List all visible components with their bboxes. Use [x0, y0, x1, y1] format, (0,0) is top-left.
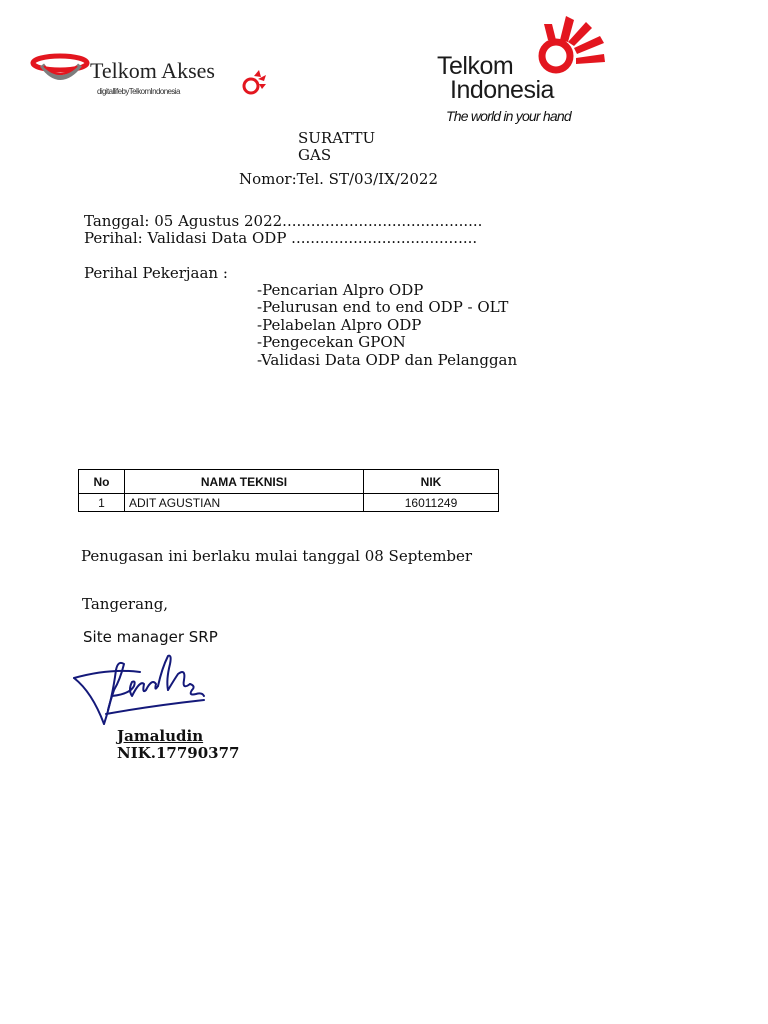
work-item: -Validasi Data ODP dan Pelanggan: [257, 350, 518, 369]
letter-title-text: SURATTU GAS: [298, 129, 376, 164]
technician-table: [78, 469, 499, 512]
handwritten-signature: [70, 650, 210, 730]
table-row: [79, 494, 499, 512]
cell-no: 1: [79, 494, 125, 512]
work-heading: Perihal Pekerjaan :: [84, 264, 228, 282]
telkom-indonesia-tagline: The world in your hand: [446, 108, 571, 124]
signer-role: Site manager SRP: [83, 628, 218, 646]
telkom-indonesia-name-line2: Indonesia: [450, 76, 554, 104]
subject-line: Perihal: Validasi Data ODP .......................................: [84, 229, 478, 247]
date-line: Tanggal: 05 Agustus 2022..........................................: [84, 212, 483, 230]
letter-number: Nomor:Tel. ST/03/IX/2022: [239, 170, 438, 188]
header-no: No: [79, 470, 125, 494]
work-item: -Pelabelan Alpro ODP: [257, 315, 422, 334]
telkom-akses-name: Telkom Akses: [90, 58, 215, 83]
cell-nik: 16011249: [364, 494, 499, 512]
header-name: NAMA TEKNISI: [125, 470, 364, 494]
work-item: -Pencarian Alpro ODP: [257, 281, 424, 299]
validity-statement: Penugasan ini berlaku mulai tanggal 08 September: [81, 547, 473, 565]
table-header-row: [79, 470, 499, 494]
work-item: -Pelurusan end to end ODP - OLT: [257, 298, 509, 317]
telkom-indonesia-name-line1: Telkom: [437, 52, 514, 80]
cell-name: ADIT AGUSTIAN: [125, 494, 364, 512]
signer-nik: NIK.17790377: [117, 744, 240, 762]
header-nik: NIK: [364, 470, 499, 494]
letter-title: [298, 130, 375, 164]
telkom-indonesia-hand-icon: [530, 12, 610, 80]
work-item: -Pengecekan GPON: [257, 333, 406, 352]
city: Tangerang,: [82, 595, 169, 613]
work-list: [257, 282, 517, 369]
telkom-akses-tagline: digitallifebyTelkomIndonesia: [97, 87, 180, 96]
signer-name: Jamaludin: [117, 727, 204, 745]
